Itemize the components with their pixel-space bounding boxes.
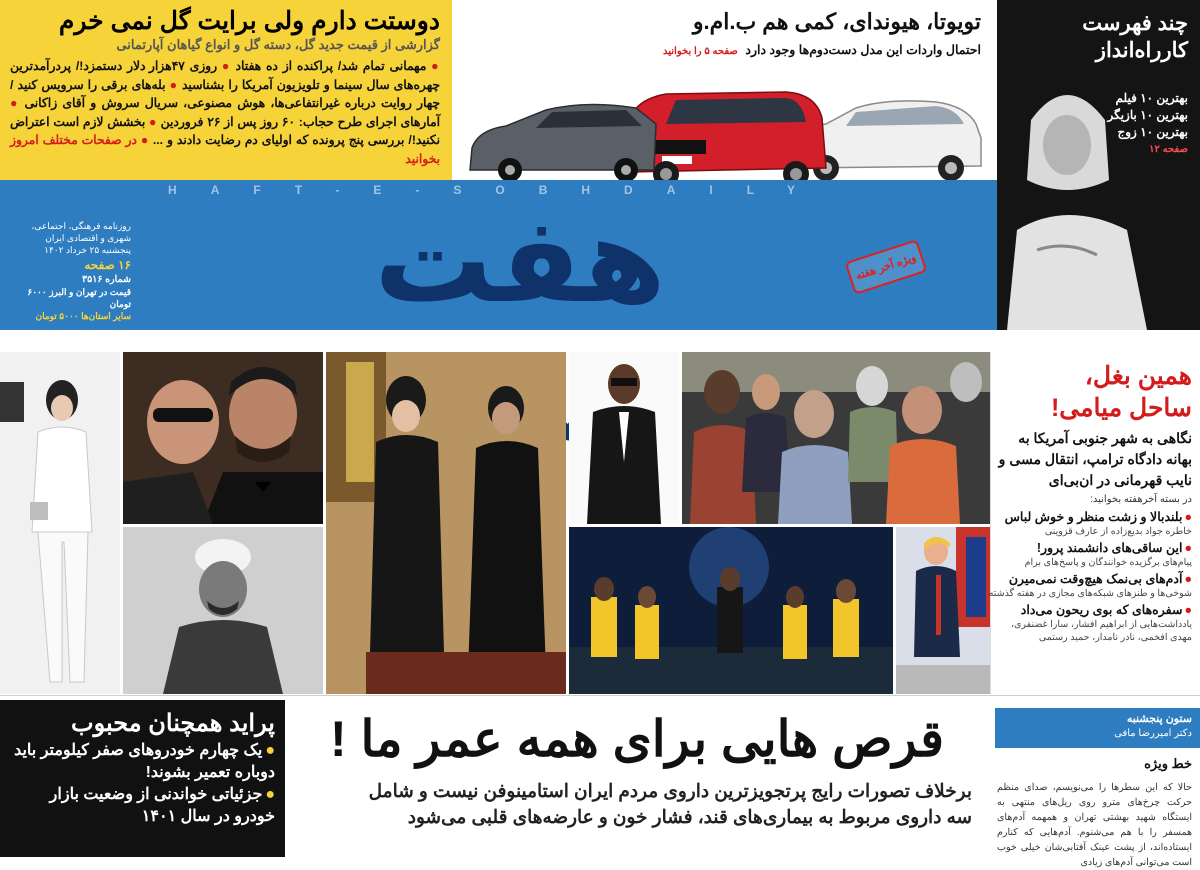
teaser-bullet-list bbox=[10, 57, 440, 168]
bullet-dot-icon: ● bbox=[426, 59, 440, 73]
actors-group-figure-icon bbox=[682, 352, 990, 524]
teaser-bullet: روایت درباره غیرانتفاعی‌ها، هوش مصنوعی، سریال سروش و آقای زاکانی bbox=[24, 96, 412, 110]
bullet-dot-icon: ● bbox=[165, 77, 178, 92]
bullet-dot-icon: ● bbox=[1184, 603, 1192, 617]
praying-men-figure-icon bbox=[326, 352, 566, 694]
masthead-date: پنجشنبه ۲۵ خرداد ۱۴۰۲ bbox=[44, 245, 131, 255]
miami-body: نگاهی به شهر جنوبی آمریکا به بهانه دادگاه ترامپ، انتقال مسی و نایب قهرمانی در ان‌بی‌ای bbox=[998, 430, 1192, 488]
bullet-dot-icon: ● bbox=[145, 114, 157, 129]
teaser-footer: در صفحات مختلف امروز بخوانید bbox=[10, 133, 440, 166]
bottom-band bbox=[0, 700, 1200, 868]
pride-car-bullet-text: یک چهارم خودروهای صفر کیلومتر باید دوباره تعمیر بشوند! bbox=[14, 742, 275, 781]
column-author: دکتر امیررضا مافی bbox=[1114, 728, 1192, 739]
lists-teaser-box[interactable] bbox=[997, 0, 1200, 330]
top-band bbox=[0, 0, 1200, 188]
miami-item-head bbox=[995, 509, 1192, 525]
column-body: حالا که این سطرها را می‌نویسم، صدای منظم حرکت چرخ‌های مترو روی ریل‌های منتهی به ایستگاه شهید بهشتی تهران و همهمه آدم‌های همسفر را با هم می‌شنوم. آدم‌هایی که کنارم ایستاده‌اند، از پشت عینک آفتابی‌شان خیلی خوب است می‌توانی آدم‌های زیادی bbox=[997, 782, 1192, 868]
trump-walking-photo[interactable] bbox=[896, 527, 990, 694]
bullet-dot-icon: ● bbox=[265, 742, 275, 759]
walking-man-figure-icon bbox=[896, 527, 990, 694]
miami-item-head-text: بلندبالا و زشت منظر و خوش لباس bbox=[1004, 510, 1183, 524]
miami-title-line1: همین بغل، bbox=[1084, 362, 1192, 390]
teaser-bullet: بخشش لازم است اعتراض نکنید!/ بررسی bbox=[10, 114, 441, 147]
cars-teaser-subtitle bbox=[462, 42, 981, 57]
bullet-dot-icon: ● bbox=[217, 59, 231, 73]
teaser-bullet: آمارهای اجرای طرح حجاب: ۶۰ روز پس از ۲۶ فروردین bbox=[160, 114, 440, 129]
lists-teaser-title-line2: کارراه‌انداز bbox=[1095, 39, 1188, 62]
bullet-dot-icon: ● bbox=[265, 786, 275, 803]
football-team-photo[interactable] bbox=[569, 527, 893, 694]
newspaper-logo[interactable]: هفت bbox=[374, 191, 666, 329]
masthead-pages: ۱۶ صفحه bbox=[84, 258, 131, 272]
cars-teaser-title: تویوتا، هیوندای، کمی هم ب.ام.و bbox=[692, 9, 981, 34]
celebrity-selfie-photo[interactable] bbox=[123, 352, 323, 524]
vintage-portrait-photo[interactable] bbox=[123, 527, 323, 694]
main-subheadline-line2: سه داروی مربوط به بیماری‌های قند، فشار خون و عارضه‌های قلبی می‌شود bbox=[407, 806, 972, 827]
miami-title-line2: ساحل میامی! bbox=[1050, 394, 1192, 422]
miami-title bbox=[995, 360, 1192, 424]
prayer-photo[interactable] bbox=[326, 352, 566, 694]
man-in-suit-photo[interactable] bbox=[569, 352, 679, 524]
masthead-description: روزنامه فرهنگی، اجتماعی، شهری و اقتصادی ایران bbox=[31, 221, 131, 243]
main-story[interactable] bbox=[292, 700, 982, 857]
photo-grid bbox=[0, 352, 990, 694]
cars-teaser-box[interactable] bbox=[452, 0, 997, 180]
miami-item-head bbox=[995, 602, 1192, 618]
bullet-dot-icon: ● bbox=[136, 133, 149, 147]
main-subheadline-line1: برخلاف تصورات رایج پرتجویزترین داروی مردم ایران استامینوفن نیست و شامل bbox=[368, 780, 972, 801]
weekend-special-stamp: ویژه آخر هفته bbox=[845, 239, 928, 295]
list-item: بهترین ۱۰ زوج bbox=[1117, 125, 1188, 139]
bullet-dot-icon: ● bbox=[10, 96, 20, 110]
miami-item-sub: شوخی‌ها و طنزهای شبکه‌های مجازی در هفته گذشته bbox=[988, 588, 1192, 599]
teaser-bullet: روزی ۴۷هزار دلار دستمزد!/ پردرآمدترین bbox=[10, 59, 218, 73]
two-men-figure-icon bbox=[123, 352, 323, 524]
miami-item-head-text: آدم‌های بی‌نمک هیچ‌وقت نمی‌میرن bbox=[1008, 572, 1183, 586]
thursday-column[interactable] bbox=[990, 700, 1200, 868]
masthead-issue: شماره ۳۵۱۶ bbox=[82, 274, 131, 285]
pride-car-title: پراید همچنان محبوب bbox=[71, 710, 275, 737]
lists-teaser-title bbox=[1082, 10, 1188, 64]
masthead-price-tehran: قیمت در تهران و البرز ۶۰۰۰ تومان bbox=[27, 287, 131, 309]
woman-figure-icon bbox=[0, 352, 120, 694]
bullet-dot-icon: ● bbox=[1184, 510, 1192, 524]
pride-car-box[interactable] bbox=[0, 700, 285, 857]
masthead-strip: HAFT-E-SOBHDAILY bbox=[168, 183, 829, 197]
football-players-figure-icon bbox=[569, 527, 893, 694]
teaser-bullet: مهمانی تمام شد/ پراکنده از ده هفتاد bbox=[235, 59, 427, 73]
miami-item-head-text: این ساقی‌های دانشمند پرور! bbox=[1036, 541, 1183, 555]
actors-group-photo[interactable] bbox=[682, 352, 990, 524]
cars-teaser-subtitle-text: احتمال واردات این مدل دست‌دوم‌ها وجود دارد bbox=[745, 43, 981, 57]
suited-man-figure-icon bbox=[569, 352, 679, 524]
miami-lead: در بسته آخرهفته بخوانید: bbox=[1090, 494, 1192, 505]
column-title: خط ویژه bbox=[1144, 756, 1192, 771]
teaser-bullet: پنج پرونده که اولیای دم رضایت دادند و ... bbox=[152, 133, 364, 147]
cars-image bbox=[466, 78, 986, 182]
teaser-bullet: چهره‌های سال سینما و تلویزیون آمریکا را بشناسید bbox=[181, 77, 440, 92]
flowers-teaser-title: دوستت دارم ولی برایت گل نمی خرم bbox=[58, 7, 440, 35]
miami-item-head bbox=[995, 571, 1192, 587]
old-man-figure-icon bbox=[123, 527, 323, 694]
flowers-teaser-box[interactable] bbox=[0, 0, 452, 180]
masthead bbox=[0, 180, 997, 330]
grey-car-icon bbox=[470, 104, 656, 182]
miami-item-sub: پیام‌های برگزیده خوانندگان و پاسخ‌های برام bbox=[1024, 557, 1192, 568]
miami-item-sub: یادداشت‌هایی از ابراهیم افشار، سارا غضنفری، مهدی افخمی، نادر نامدار، حمید رستمی bbox=[1010, 619, 1192, 643]
miami-item-sub: خاطره جواد بدیع‌زاده از عارف قزوینی bbox=[1044, 526, 1192, 537]
pride-car-bullet bbox=[6, 784, 275, 828]
masthead-price-provinces: سایر استان‌ها ۵۰۰۰ تومان bbox=[35, 311, 131, 321]
list-item: بهترین ۱۰ بازیگر bbox=[1107, 108, 1188, 122]
lists-teaser-title-line1: چند فهرست bbox=[1082, 12, 1188, 35]
list-item: بهترین ۱۰ فیلم bbox=[1115, 91, 1188, 105]
lists-teaser-ref: صفحه ۱۲ bbox=[1149, 144, 1188, 155]
pride-car-bullet bbox=[6, 740, 275, 784]
miami-item-head-text: سفره‌های که بوی ریحون می‌داد bbox=[1020, 603, 1183, 617]
flowers-teaser-subtitle: گزارشی از قیمت جدید گل، دسته گل و انواع گیاهان آپارتمانی bbox=[116, 37, 440, 52]
column-label: ستون پنجشنبه bbox=[1126, 713, 1192, 725]
teaser-bullet: بله‌های برقی را سرویس کنید / چهار bbox=[10, 77, 441, 110]
woman-white-suit-photo[interactable] bbox=[0, 352, 120, 694]
bullet-dot-icon: ● bbox=[1184, 572, 1192, 586]
bullet-dot-icon: ● bbox=[1184, 541, 1192, 555]
column-header bbox=[995, 708, 1200, 748]
cars-teaser-ref: صفحه ۵ را بخوانید bbox=[663, 46, 738, 57]
miami-item-head bbox=[995, 540, 1192, 556]
pride-car-bullet-text: جزئیاتی خواندنی از وضعیت بازار خودرو در سال ۱۴۰۱ bbox=[49, 786, 275, 825]
lists-teaser-list bbox=[1107, 90, 1188, 158]
miami-feature[interactable] bbox=[990, 352, 1200, 694]
main-headline: قرص هایی برای همه عمر ما ! bbox=[329, 711, 945, 767]
section-divider bbox=[0, 695, 1200, 696]
masthead-info bbox=[6, 220, 131, 322]
